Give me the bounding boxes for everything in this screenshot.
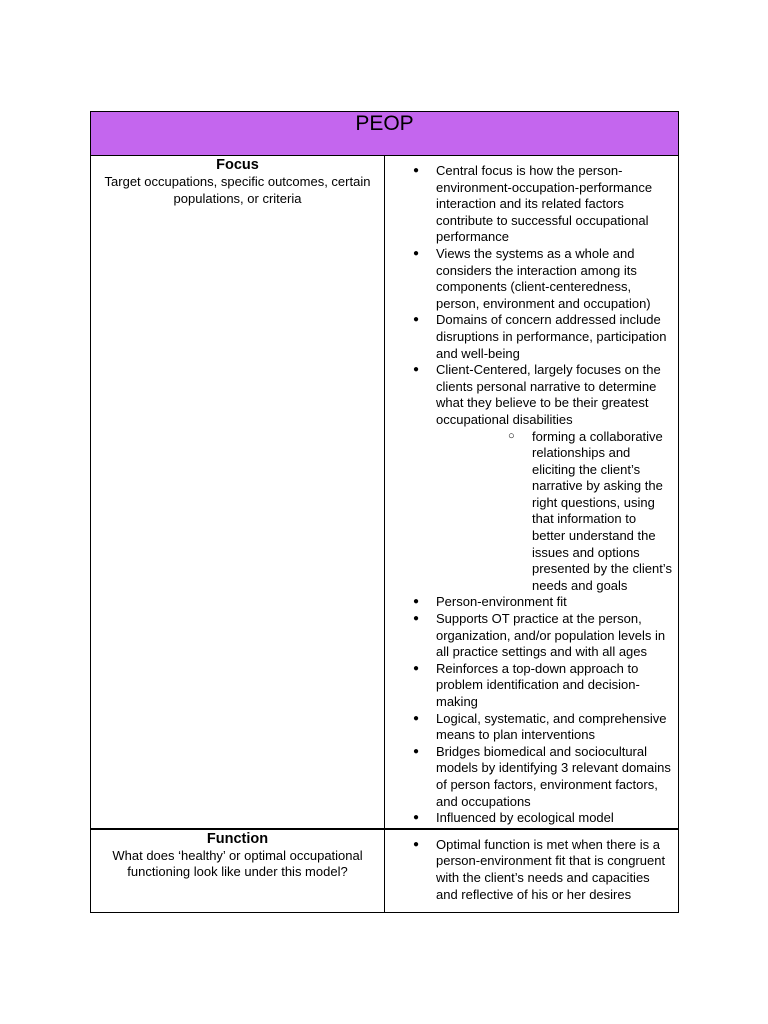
- bullet-icon: ●: [413, 812, 420, 824]
- function-label: Function: [206, 830, 269, 847]
- list-item-text: Person-environment fit: [436, 594, 567, 610]
- bullet-icon: ●: [413, 314, 420, 326]
- bullet-icon: ●: [413, 247, 420, 259]
- list-item: [385, 594, 672, 611]
- function-bullet-list: [385, 830, 678, 912]
- hollow-bullet-icon: ○: [508, 429, 515, 442]
- focus-label-cell: [91, 156, 385, 829]
- bullet-icon: ●: [413, 364, 420, 376]
- list-item-text: Domains of concern addressed include disruptions in performance, participation and well-being: [436, 312, 667, 361]
- list-item-text: Supports OT practice at the person, organization, and/or population levels in all practice settings and with all ages: [436, 611, 666, 660]
- bullet-icon: ●: [413, 662, 420, 674]
- focus-content-cell: [385, 156, 679, 829]
- bullet-icon: ●: [413, 838, 420, 850]
- bullet-icon: ●: [413, 712, 420, 724]
- list-item-text: Central focus is how the person-environment-occupation-performance interaction and its related factors contribute to successful occupational performance: [436, 163, 653, 245]
- focus-description: Target occupations, specific outcomes, certain populations, or criteria: [104, 174, 371, 206]
- list-item: [385, 362, 672, 594]
- list-item: [385, 163, 672, 246]
- list-item-text: Bridges biomedical and sociocultural models by identifying 3 relevant domains of person factors, environment factors, and occupations: [436, 743, 671, 809]
- bullet-icon: ●: [413, 596, 420, 608]
- list-item: [385, 744, 672, 810]
- table-row-function: [91, 829, 679, 913]
- focus-bullet-list: [385, 156, 678, 828]
- sub-list-item-text: forming a collaborative relationships and eliciting the client’s narrative by asking the right questions, using that information to better understand the issues and options presented by the client’s needs and goals: [532, 428, 672, 593]
- function-content-cell: [385, 829, 679, 913]
- sub-bullet-list: [436, 429, 672, 595]
- table-row-focus: [91, 156, 679, 829]
- function-description: What does ‘healthy’ or optimal occupational functioning look like under this model?: [112, 847, 363, 880]
- bullet-icon: ●: [413, 745, 420, 757]
- sub-list-item: [436, 429, 672, 595]
- list-item-text: Influenced by ecological model: [436, 810, 614, 826]
- focus-label: Focus: [216, 157, 259, 173]
- list-item: [385, 611, 672, 661]
- list-item-text: Client-Centered, largely focuses on the clients personal narrative to determine what they believe to be their greatest occupational disabilities: [436, 362, 661, 427]
- peop-table: [90, 111, 679, 913]
- table-header-row: [91, 112, 679, 156]
- list-item: [385, 661, 672, 711]
- list-item-text: Views the systems as a whole and considers the interaction among its components (client-centeredness, person, environment and occupation): [436, 245, 651, 311]
- bullet-icon: ●: [413, 165, 420, 176]
- list-item-text: Logical, systematic, and comprehensive means to plan interventions: [436, 710, 667, 743]
- bullet-icon: ●: [413, 613, 420, 625]
- function-label-cell: [91, 829, 385, 913]
- list-item: [385, 312, 672, 362]
- table-title: PEOP: [91, 112, 679, 156]
- list-item: [385, 810, 672, 827]
- list-item: [385, 246, 672, 312]
- list-item: [385, 711, 672, 744]
- list-item: [385, 837, 672, 903]
- list-item-text: Reinforces a top-down approach to problem identification and decision-making: [436, 660, 640, 709]
- list-item-text: Optimal function is met when there is a person-environment fit that is congruent with the client’s needs and capacities and reflective of his or her desires: [436, 836, 666, 902]
